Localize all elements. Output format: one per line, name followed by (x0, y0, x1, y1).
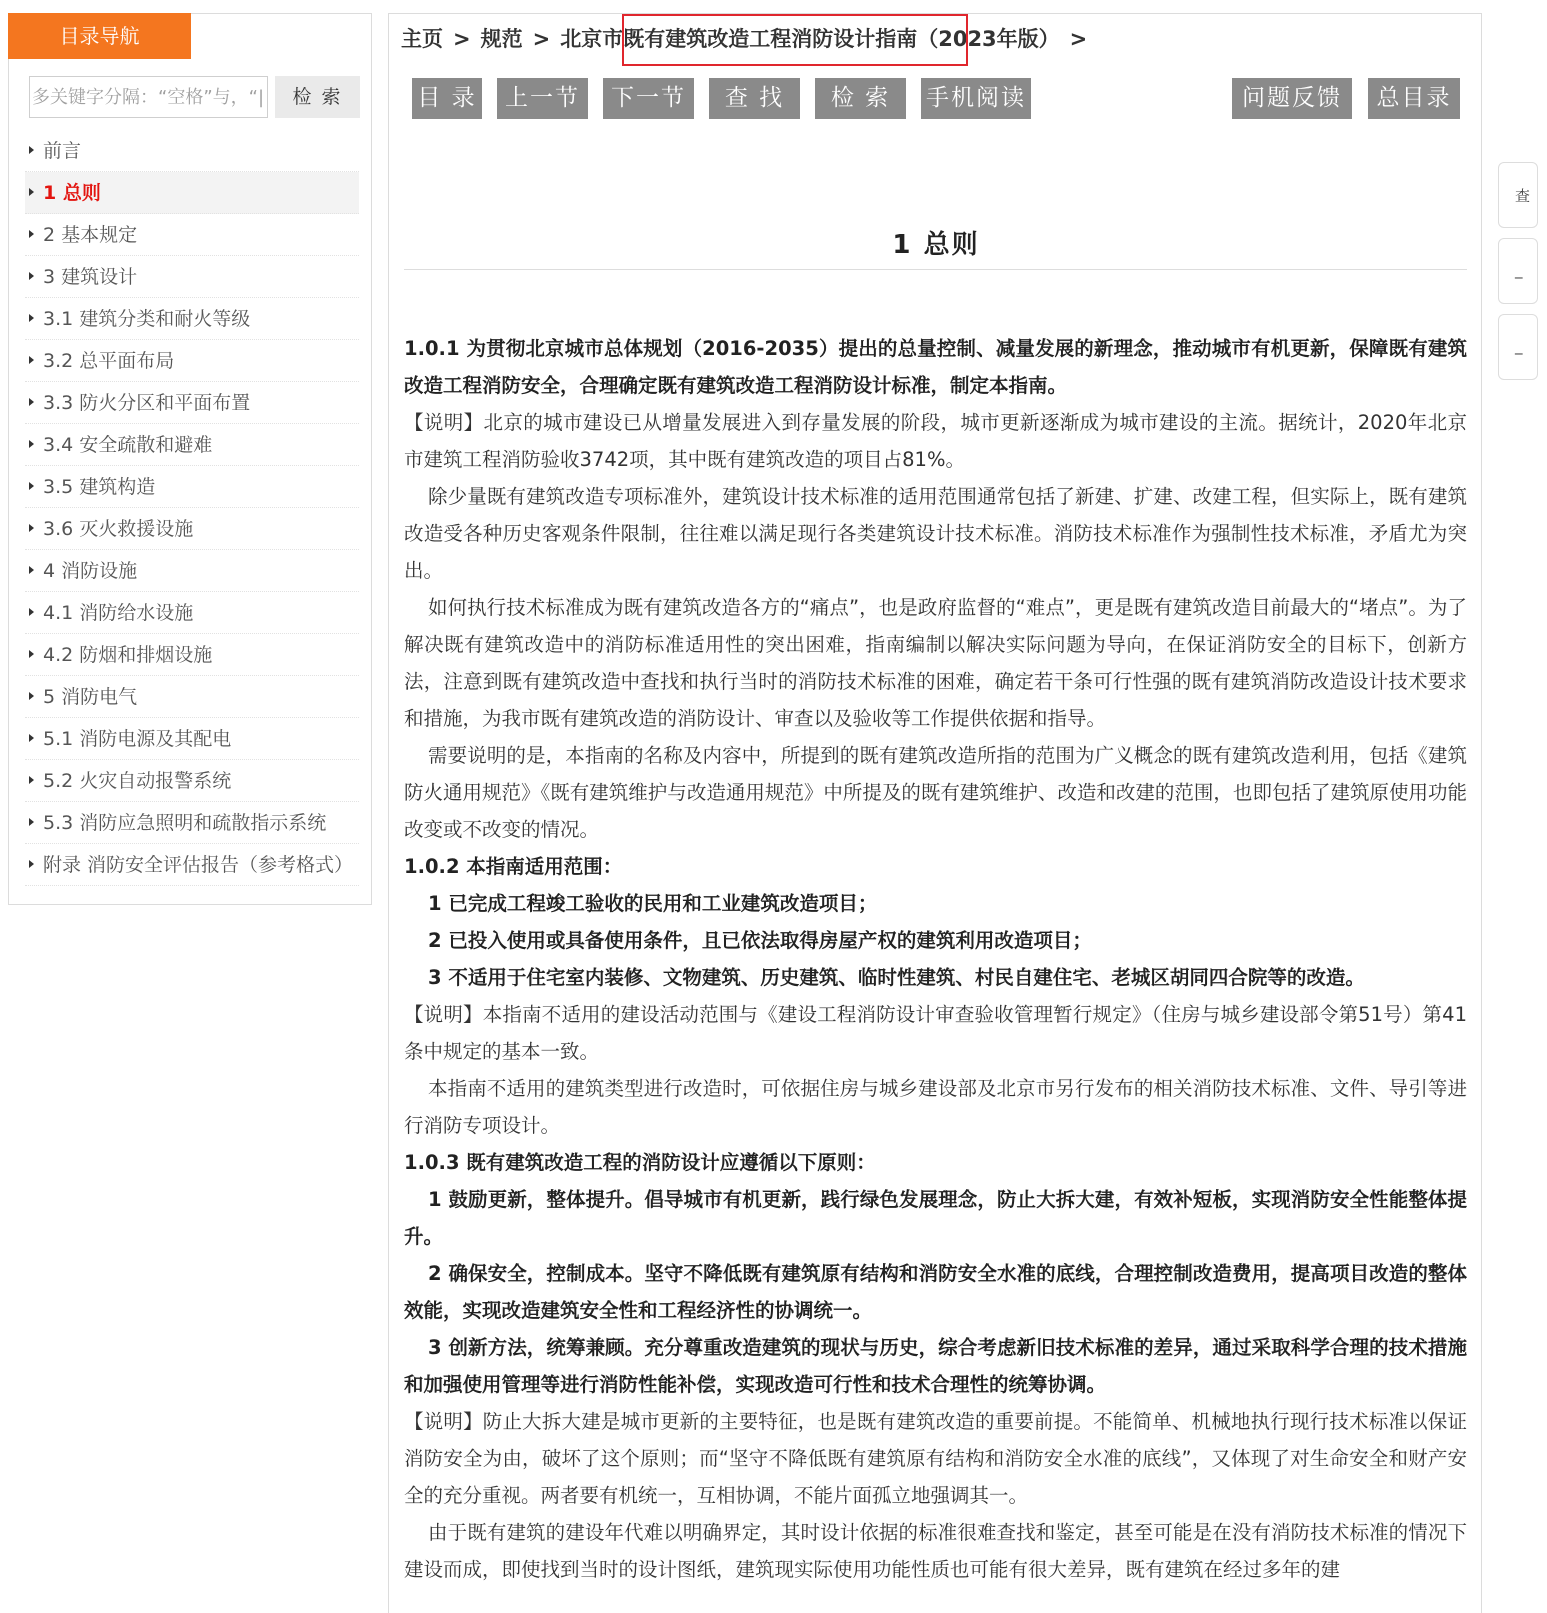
caret-right-icon (29, 860, 34, 868)
toc-item-label: 3.5 建筑构造 (43, 476, 156, 498)
sidebar-toc-item[interactable] (25, 844, 359, 886)
caret-right-icon (29, 566, 34, 574)
sidebar-toc-item[interactable] (25, 298, 359, 340)
breadcrumb-separator: > (1069, 27, 1088, 51)
caret-right-icon (29, 398, 34, 406)
sidebar-toc-item[interactable] (25, 550, 359, 592)
side-tab-label: _ (1515, 261, 1523, 279)
sidebar-toc-item[interactable] (25, 382, 359, 424)
prev-section-button[interactable]: 上一节 (497, 78, 588, 119)
next-section-button[interactable]: 下一节 (603, 78, 694, 119)
toc-item-label: 4 消防设施 (43, 560, 138, 582)
toc-item-label: 4.2 防烟和排烟设施 (43, 644, 213, 666)
sidebar-toc-item[interactable] (25, 340, 359, 382)
breadcrumb-category-link[interactable]: 规范 (480, 27, 523, 51)
feedback-button[interactable]: 问题反馈 (1232, 78, 1352, 119)
clause-paragraph: 3 创新方法，统筹兼顾。充分尊重改造建筑的现状与历史，综合考虑新旧技术标准的差异，通过采取科学合理的技术措施和加强使用管理等进行消防性能补偿，实现改造可行性和技术合理性的统筹协调。 (404, 1336, 1467, 1396)
caret-right-icon (29, 146, 34, 154)
annotation-highlight-box (622, 14, 968, 66)
find-button[interactable]: 查 找 (709, 78, 800, 119)
clause-paragraph: 1 鼓励更新，整体提升。倡导城市有机更新，践行绿色发展理念，防止大拆大建，有效补短板，实现消防安全性能整体提升。 (404, 1188, 1467, 1248)
caret-right-icon (29, 314, 34, 322)
caret-right-icon (29, 482, 34, 490)
clause-paragraph: 1.0.2 本指南适用范围： (404, 855, 623, 878)
sidebar-toc-item[interactable] (25, 256, 359, 298)
caret-right-icon (29, 692, 34, 700)
breadcrumb-separator: > (453, 27, 471, 51)
heading-divider (404, 269, 1467, 270)
sidebar-title[interactable]: 目录导航 (8, 13, 191, 59)
toc-item-label: 3.2 总平面布局 (43, 350, 175, 372)
caret-right-icon (29, 188, 34, 196)
toc-item-label: 附录 消防安全评估报告（参考格式） (43, 854, 354, 876)
side-tab-label: 查 (1515, 187, 1531, 205)
clause-paragraph: 1.0.1 为贯彻北京城市总体规划（2016-2035）提出的总量控制、减量发展的新理念，推动城市有机更新，保障既有建筑改造工程消防安全，合理确定既有建筑改造工程消防设计标准，制定本指南。 (404, 337, 1467, 397)
clause-paragraph: 1.0.3 既有建筑改造工程的消防设计应遵循以下原则： (404, 1151, 876, 1174)
sidebar-toc-item[interactable] (25, 760, 359, 802)
sidebar-toc-item[interactable] (25, 592, 359, 634)
sidebar-toc-item[interactable] (25, 508, 359, 550)
caret-right-icon (29, 272, 34, 280)
clause-paragraph: 2 确保安全，控制成本。坚守不降低既有建筑原有结构和消防安全水准的底线，合理控制改造费用，提高项目改造的整体效能，实现改造建筑安全性和工程经济性的协调统一。 (404, 1262, 1467, 1322)
side-tab-search[interactable] (1498, 162, 1538, 228)
toc-item-label: 3.6 灭火救援设施 (43, 518, 194, 540)
sidebar-toc-item[interactable] (25, 718, 359, 760)
explanation-paragraph: 除少量既有建筑改造专项标准外，建筑设计技术标准的适用范围通常包括了新建、扩建、改建工程，但实际上，既有建筑改造受各种历史客观条件限制，往往难以满足现行各类建筑设计技术标准。消防技术标准作为强制性技术标准，矛盾尤为突出。 (404, 485, 1467, 582)
toc-button[interactable]: 目 录 (412, 78, 482, 119)
caret-right-icon (29, 524, 34, 532)
sidebar (8, 13, 372, 905)
toc-list (25, 130, 359, 886)
caret-right-icon (29, 734, 34, 742)
toc-item-label: 3.1 建筑分类和耐火等级 (43, 308, 251, 330)
caret-right-icon (29, 776, 34, 784)
sidebar-toc-item[interactable] (25, 676, 359, 718)
sidebar-toc-item[interactable] (25, 802, 359, 844)
caret-right-icon (29, 650, 34, 658)
breadcrumb-document-link[interactable]: 北京市既有建筑改造工程消防设计指南（2023年版） (560, 27, 1060, 51)
caret-right-icon (29, 440, 34, 448)
side-tab-3[interactable] (1498, 314, 1538, 380)
explanation-paragraph: 【说明】本指南不适用的建设活动范围与《建设工程消防设计审查验收管理暂行规定》（住房与城乡建设部令第51号）第41条中规定的基本一致。 (404, 1003, 1467, 1063)
explanation-paragraph: 本指南不适用的建筑类型进行改造时，可依据住房与城乡建设部及北京市另行发布的相关消防技术标准、文件、导引等进行消防专项设计。 (404, 1077, 1467, 1137)
explanation-paragraph: 如何执行技术标准成为既有建筑改造各方的“痛点”，也是政府监督的“难点”，更是既有建筑改造目前最大的“堵点”。为了解决既有建筑改造中的消防标准适用性的突出困难，指南编制以解决实际问题为导向，在保证消防安全的目标下，创新方法，注意到既有建筑改造中查找和执行当时的消防技术标准的困难，确定若干条可行性强的既有建筑消防改造设计技术要求和措施，为我市既有建筑改造的消防设计、审查以及验收等工作提供依据和指导。 (404, 596, 1467, 730)
master-toc-button[interactable]: 总目录 (1368, 78, 1460, 119)
page-heading: 1 总则 (892, 230, 980, 260)
side-tab-label: _ (1515, 337, 1523, 355)
clause-paragraph: 2 已投入使用或具备使用条件，且已依法取得房屋产权的建筑利用改造项目； (428, 929, 1092, 952)
toc-item-label: 5.1 消防电源及其配电 (43, 728, 232, 750)
article-body (404, 330, 1467, 1588)
sidebar-toc-item[interactable] (25, 214, 359, 256)
sidebar-toc-item[interactable] (25, 424, 359, 466)
search-button[interactable]: 检 索 (275, 76, 360, 118)
mobile-reading-button[interactable]: 手机阅读 (921, 78, 1031, 119)
sidebar-toc-item[interactable] (25, 172, 359, 214)
explanation-paragraph: 【说明】北京的城市建设已从增量发展进入到存量发展的阶段，城市更新逐渐成为城市建设的主流。据统计，2020年北京市建筑工程消防验收3742项，其中既有建筑改造的项目占81%。 (404, 411, 1467, 471)
breadcrumb-home-link[interactable]: 主页 (401, 27, 443, 51)
side-tab-2[interactable] (1498, 238, 1538, 304)
search-input[interactable] (29, 76, 268, 118)
caret-right-icon (29, 608, 34, 616)
sidebar-toc-item[interactable] (25, 466, 359, 508)
sidebar-toc-item[interactable] (25, 634, 359, 676)
toc-item-label: 前言 (43, 140, 82, 162)
sidebar-toc-item[interactable] (25, 130, 359, 172)
toc-item-label: 5.2 火灾自动报警系统 (43, 770, 232, 792)
clause-paragraph: 1 已完成工程竣工验收的民用和工业建筑改造项目； (428, 892, 878, 915)
toc-item-label: 4.1 消防给水设施 (43, 602, 194, 624)
explanation-paragraph: 需要说明的是，本指南的名称及内容中，所提到的既有建筑改造所指的范围为广义概念的既有建筑改造利用，包括《建筑防火通用规范》《既有建筑维护与改造通用规范》中所提及的既有建筑维护、改造和改建的范围，也即包括了建筑原使用功能改变或不改变的情况。 (404, 744, 1467, 841)
toc-item-label: 3.3 防火分区和平面布置 (43, 392, 251, 414)
search-toolbar-button[interactable]: 检 索 (815, 78, 906, 119)
toc-item-label: 5 消防电气 (43, 686, 138, 708)
caret-right-icon (29, 230, 34, 238)
explanation-paragraph: 【说明】防止大拆大建是城市更新的主要特征，也是既有建筑改造的重要前提。不能简单、机械地执行现行技术标准以保证消防安全为由，破坏了这个原则；而“坚守不降低既有建筑原有结构和消防安全水准的底线”，又体现了对生命安全和财产安全的充分重视。两者要有机统一，互相协调，不能片面孤立地强调其一。 (404, 1410, 1467, 1507)
clause-paragraph: 3 不适用于住宅室内装修、文物建筑、历史建筑、临时性建筑、村民自建住宅、老城区胡同四合院等的改造。 (428, 966, 1365, 989)
caret-right-icon (29, 818, 34, 826)
toc-item-label: 1 总则 (43, 182, 101, 204)
main-content-panel (388, 13, 1482, 1613)
toc-item-label: 3.4 安全疏散和避难 (43, 434, 213, 456)
toc-item-label: 5.3 消防应急照明和疏散指示系统 (43, 812, 327, 834)
toc-item-label: 2 基本规定 (43, 224, 138, 246)
explanation-paragraph: 由于既有建筑的建设年代难以明确界定，其时设计依据的标准很难查找和鉴定，甚至可能是在没有消防技术标准的情况下建设而成，即使找到当时的设计图纸，建筑现实际使用功能性质也可能有很大差异，既有建筑在经过多年的建 (404, 1521, 1467, 1581)
breadcrumb-separator: > (532, 27, 551, 51)
toc-item-label: 3 建筑设计 (43, 266, 138, 288)
caret-right-icon (29, 356, 34, 364)
